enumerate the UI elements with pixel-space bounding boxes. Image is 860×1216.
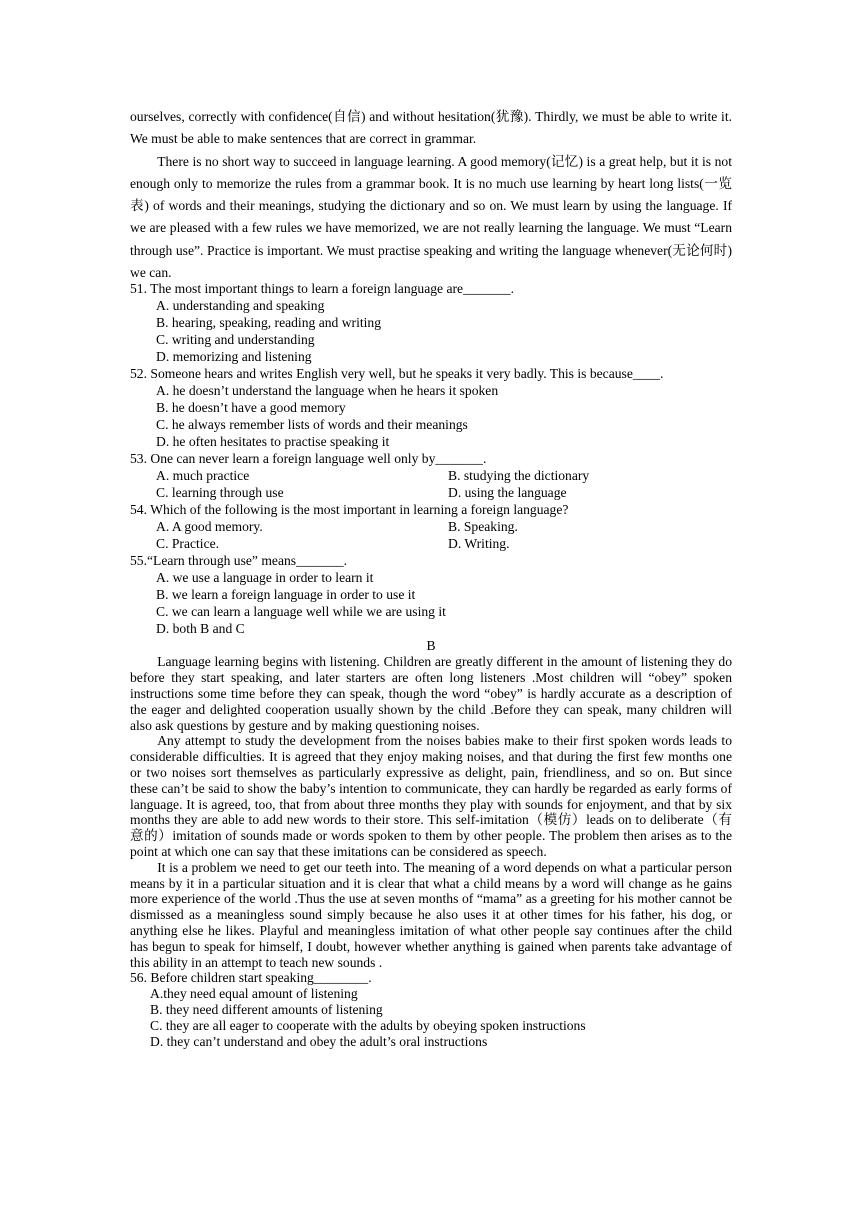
question-55-option-d: D. both B and C [156,621,245,637]
question-54-option-c: C. Practice. [156,536,220,552]
section-b-paragraph-2: Any attempt to study the development from the noises babies make to their first spoken words leads to considerable difficulties. It is agreed that they enjoy making noises, and that during the first few months one or two noises sort themselves as particularly expressive as delight, pain, friendliness, and so on. But since these can’t be said to show the baby’s intention to communicate, they can hardly be regarded as early forms of language. It is agreed, too, that from about three months they play with sounds for enjoyment, and that by six months they are able to add new words to their store. This self-imitation（模仿）leads on to deliberate（有意的）imitation of sounds made or words spoken to them by other people. The problem then arises as to the point at which one can say that these imitations can be considered as speech. [130,733,732,859]
question-55-stem: 55.“Learn through use” means_______. [130,553,348,569]
question-56-option-a: A.they need equal amount of listening [150,986,358,1002]
question-56-option-b: B. they need different amounts of listening [150,1002,383,1018]
question-53-option-a: A. much practice [156,468,250,484]
question-52-option-a: A. he doesn’t understand the language when he hears it spoken [156,383,499,399]
question-52-option-c: C. he always remember lists of words and their meanings [156,417,468,433]
section-b-paragraph-3: It is a problem we need to get our teeth into. The meaning of a word depends on what a particular person means by it in a particular situation and it is clear that what a child means by a word will change as he gains more experience of the world .Thus the use at seven months of “mama” as a greeting for his mother cannot be dismissed as a meaningless sound simply because he also uses it at other times for his father, his dog, or anything else he likes. Playful and meaningless imitation of what other people say continues after the child has begun to speak for himself, I doubt, however whether anything is gained when parents take advantage of this ability in an attempt to teach new sounds . [130,859,732,970]
question-55-option-a: A. we use a language in order to learn it [156,570,374,586]
question-54-options-row-1 [156,518,732,535]
passage-a-paragraph-2: There is no short way to succeed in language learning. A good memory(记忆) is a great help, but it is not enough only to memorize the rules from a grammar book. It is no much use learning by heart long lists(一览表) of words and their meanings, studying the dictionary and so on. We must learn by using the language. If we are pleased with a few rules we have memorized, we are not really learning the language. We must “Learn through use”. Practice is important. We must practise speaking and writing the language whenever(无论何时) we can. [130,153,732,281]
question-53-options-row-2 [156,484,732,501]
question-54-option-a: A. A good memory. [156,519,263,535]
question-53-option-d: D. using the language [448,485,567,501]
question-56-option-d: D. they can’t understand and obey the adult’s oral instructions [150,1034,488,1050]
section-b-paragraph-1: Language learning begins with listening. Children are greatly different in the amount of listening they do before they start speaking, and later starters are often long listeners .Most children will “obey” spoken instructions some time before they can speak, though the word “obey” is hardly accurate as a description of the eager and delighted cooperation usually shown by the child .Before they can speak, many children will also ask questions by gesture and by making questioning noises. [130,654,732,733]
question-56-option-c: C. they are all eager to cooperate with the adults by obeying spoken instructions [150,1018,586,1034]
question-51-option-a: A. understanding and speaking [156,298,325,314]
question-51-option-d: D. memorizing and listening [156,349,312,365]
question-53-option-c: C. learning through use [156,485,284,501]
section-b-heading: B [426,638,436,654]
document-page [130,106,732,1050]
question-54-option-d: D. Writing. [448,536,510,552]
question-54-options-row-2 [156,535,732,552]
question-54-option-b: B. Speaking. [448,519,518,535]
question-56-stem: 56. Before children start speaking________. [130,970,372,986]
question-55-option-c: C. we can learn a language well while we are using it [156,604,446,620]
question-53-option-b: B. studying the dictionary [448,468,590,484]
passage-a-paragraph-1: ourselves, correctly with confidence(自信) and without hesitation(犹豫). Thirdly, we must be able to write it. We must be able to make sentences that are correct in grammar. [130,109,732,147]
question-51-stem: 51. The most important things to learn a foreign language are_______. [130,281,515,297]
question-51-option-c: C. writing and understanding [156,332,315,348]
question-54-stem: 54. Which of the following is the most important in learning a foreign language? [130,502,569,518]
question-53-options-row-1 [156,467,732,484]
question-51-option-b: B. hearing, speaking, reading and writing [156,315,381,331]
question-53-stem: 53. One can never learn a foreign language well only by_______. [130,451,487,467]
question-52-option-b: B. he doesn’t have a good memory [156,400,346,416]
question-52-stem: 52. Someone hears and writes English very well, but he speaks it very badly. This is because____. [130,366,664,382]
question-55-option-b: B. we learn a foreign language in order to use it [156,587,416,603]
question-52-option-d: D. he often hesitates to practise speaking it [156,434,390,450]
